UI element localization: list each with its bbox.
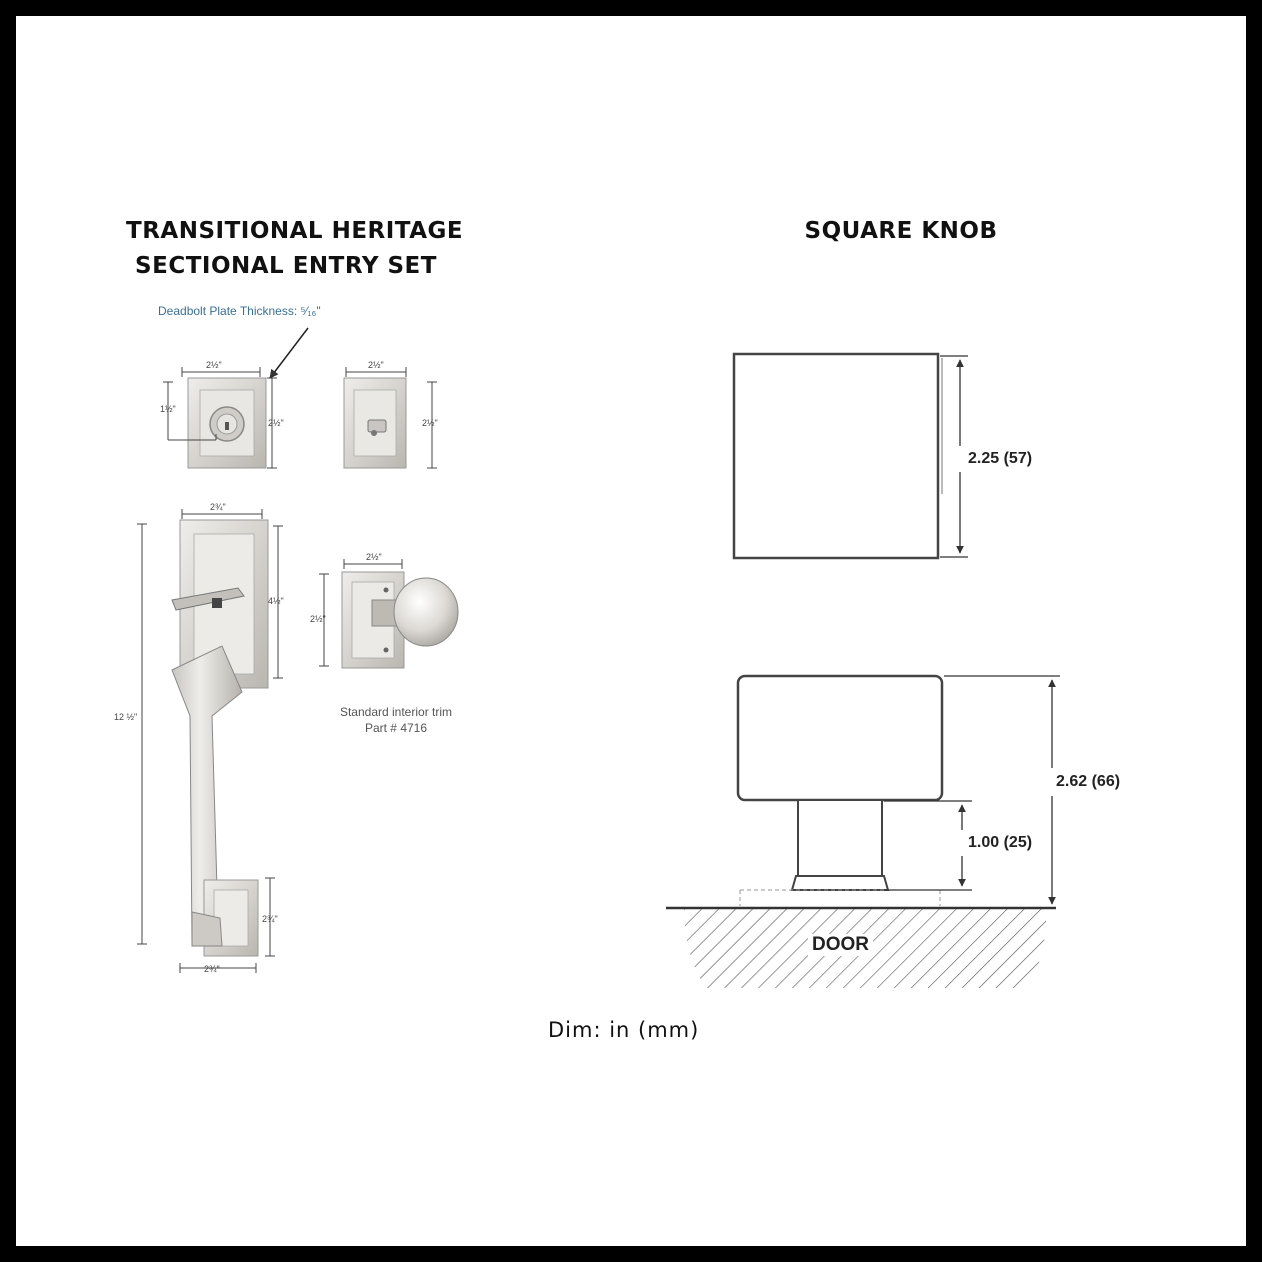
knob-side-view <box>738 676 942 906</box>
thumbturn-width-label: 2½" <box>368 360 384 370</box>
drawing-sheet <box>16 16 1246 1246</box>
interior-trim-note-line1: Standard interior trim <box>339 705 453 719</box>
deadbolt-cylinder-offset-label: 1½" <box>160 404 176 414</box>
knob-front-view <box>734 354 942 558</box>
deadbolt-height-label: 2½" <box>268 418 284 428</box>
knob-face-dim-label: 2.25 (57) <box>968 450 1033 467</box>
handle-bottom-width-label: 2¾" <box>204 964 220 974</box>
handle-top-width-label: 2¾" <box>210 502 226 512</box>
handleset <box>172 520 268 956</box>
handle-top-height-label: 4½" <box>268 596 284 606</box>
square-knob-title: SQUARE KNOB <box>804 218 998 244</box>
handle-length-label: 12 ½" <box>114 712 138 722</box>
entry-set-title-line1: TRANSITIONAL HERITAGE <box>126 218 464 244</box>
interior-trim-part-number: Part # 4716 <box>364 721 428 735</box>
entry-set-title-line2: SECTIONAL ENTRY SET <box>135 253 437 279</box>
handle-bottom-height-label: 2¾" <box>262 914 278 924</box>
thumbturn-height-label: 2½" <box>422 418 438 428</box>
drawing-graphics <box>16 16 1246 1246</box>
deadbolt-plate <box>188 378 266 468</box>
interior-width-label: 2½" <box>366 552 382 562</box>
plate-thickness-arrow <box>270 328 308 378</box>
units-note: Dim: in (mm) <box>548 1018 700 1042</box>
thumbturn-plate <box>344 378 406 468</box>
interior-trim-note <box>306 704 486 736</box>
deadbolt-width-label: 2½" <box>206 360 222 370</box>
plate-thickness-note: Deadbolt Plate Thickness: ⁵⁄₁₆" <box>158 304 321 318</box>
interior-trim <box>342 572 458 668</box>
knob-face-dimension <box>940 356 968 557</box>
door-label: DOOR <box>808 934 873 956</box>
knob-stem-dim-label: 1.00 (25) <box>968 834 1033 851</box>
interior-height-label: 2½" <box>310 614 326 624</box>
knob-projection-dim-label: 2.62 (66) <box>1056 773 1121 790</box>
